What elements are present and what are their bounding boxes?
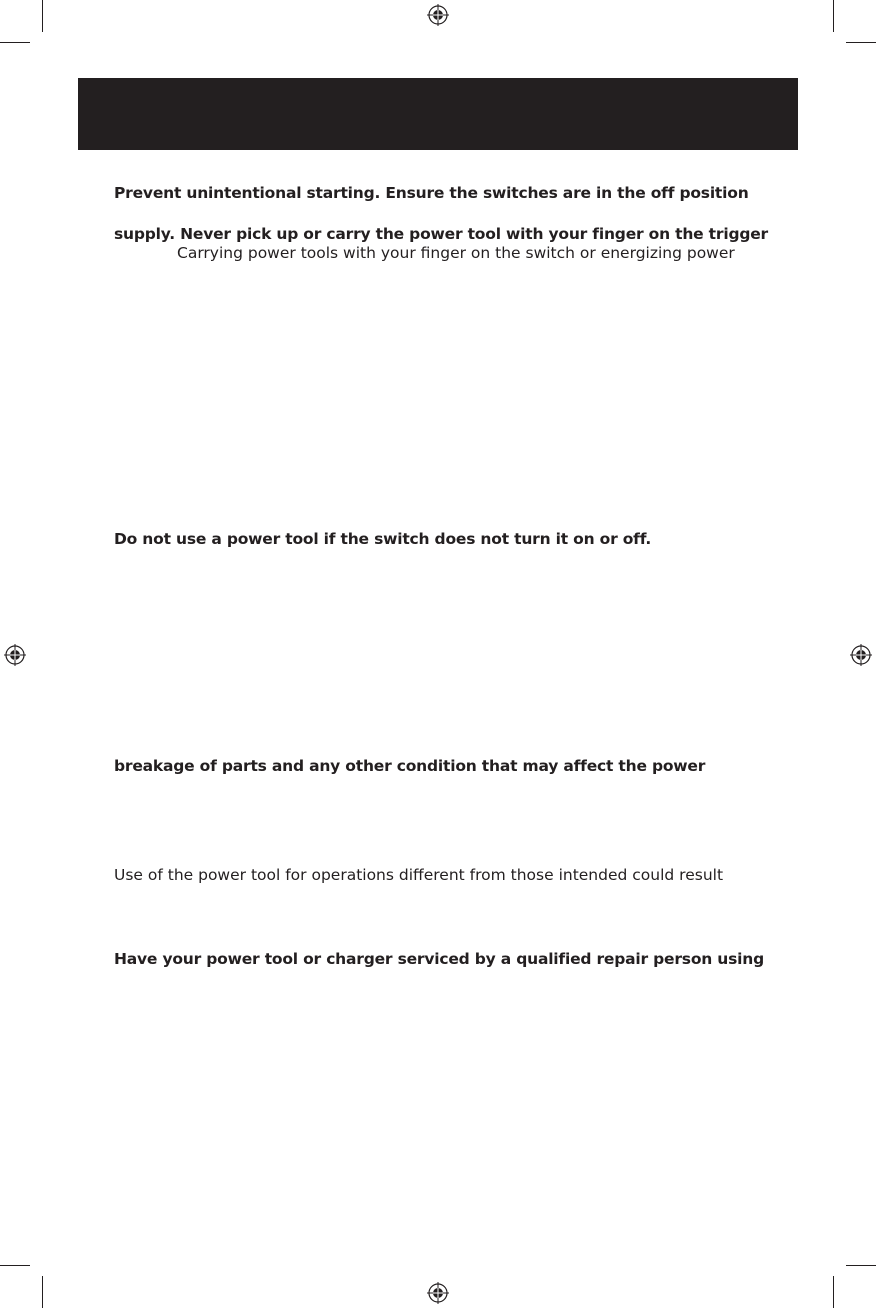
crop-mark-top-right-h: [846, 42, 876, 43]
safety-line-qualified-service: Have your power tool or charger serviced by a qualified repair person using: [114, 950, 765, 968]
crop-mark-bottom-right-v: [833, 1276, 834, 1308]
section-header-band: [78, 78, 798, 150]
crop-mark-top-left-h: [0, 42, 30, 43]
safety-line-carrying-explanation: Carrying power tools with your finger on the switch or energizing power: [177, 244, 735, 262]
crop-mark-bottom-left-h: [0, 1265, 30, 1266]
registration-crosshair-icon: [427, 1282, 449, 1304]
safety-line-carry-trigger: supply. Never pick up or carry the power tool with your finger on the trigger: [114, 225, 768, 243]
crop-mark-bottom-left-v: [42, 1276, 43, 1308]
registration-crosshair-icon: [427, 4, 449, 26]
crop-mark-top-left-v: [42, 0, 43, 32]
safety-line-breakage-of-parts: breakage of parts and any other condition that may affect the power: [114, 757, 706, 775]
crop-mark-top-right-v: [833, 0, 834, 32]
registration-crosshair-icon: [850, 644, 872, 666]
registration-crosshair-icon: [4, 644, 26, 666]
safety-line-switch-failure: Do not use a power tool if the switch does not turn it on or off.: [114, 530, 652, 548]
crop-mark-bottom-right-h: [846, 1265, 876, 1266]
safety-line-intended-use: Use of the power tool for operations different from those intended could result: [114, 866, 724, 884]
safety-line-prevent-starting: Prevent unintentional starting. Ensure the switches are in the off position: [114, 184, 749, 202]
